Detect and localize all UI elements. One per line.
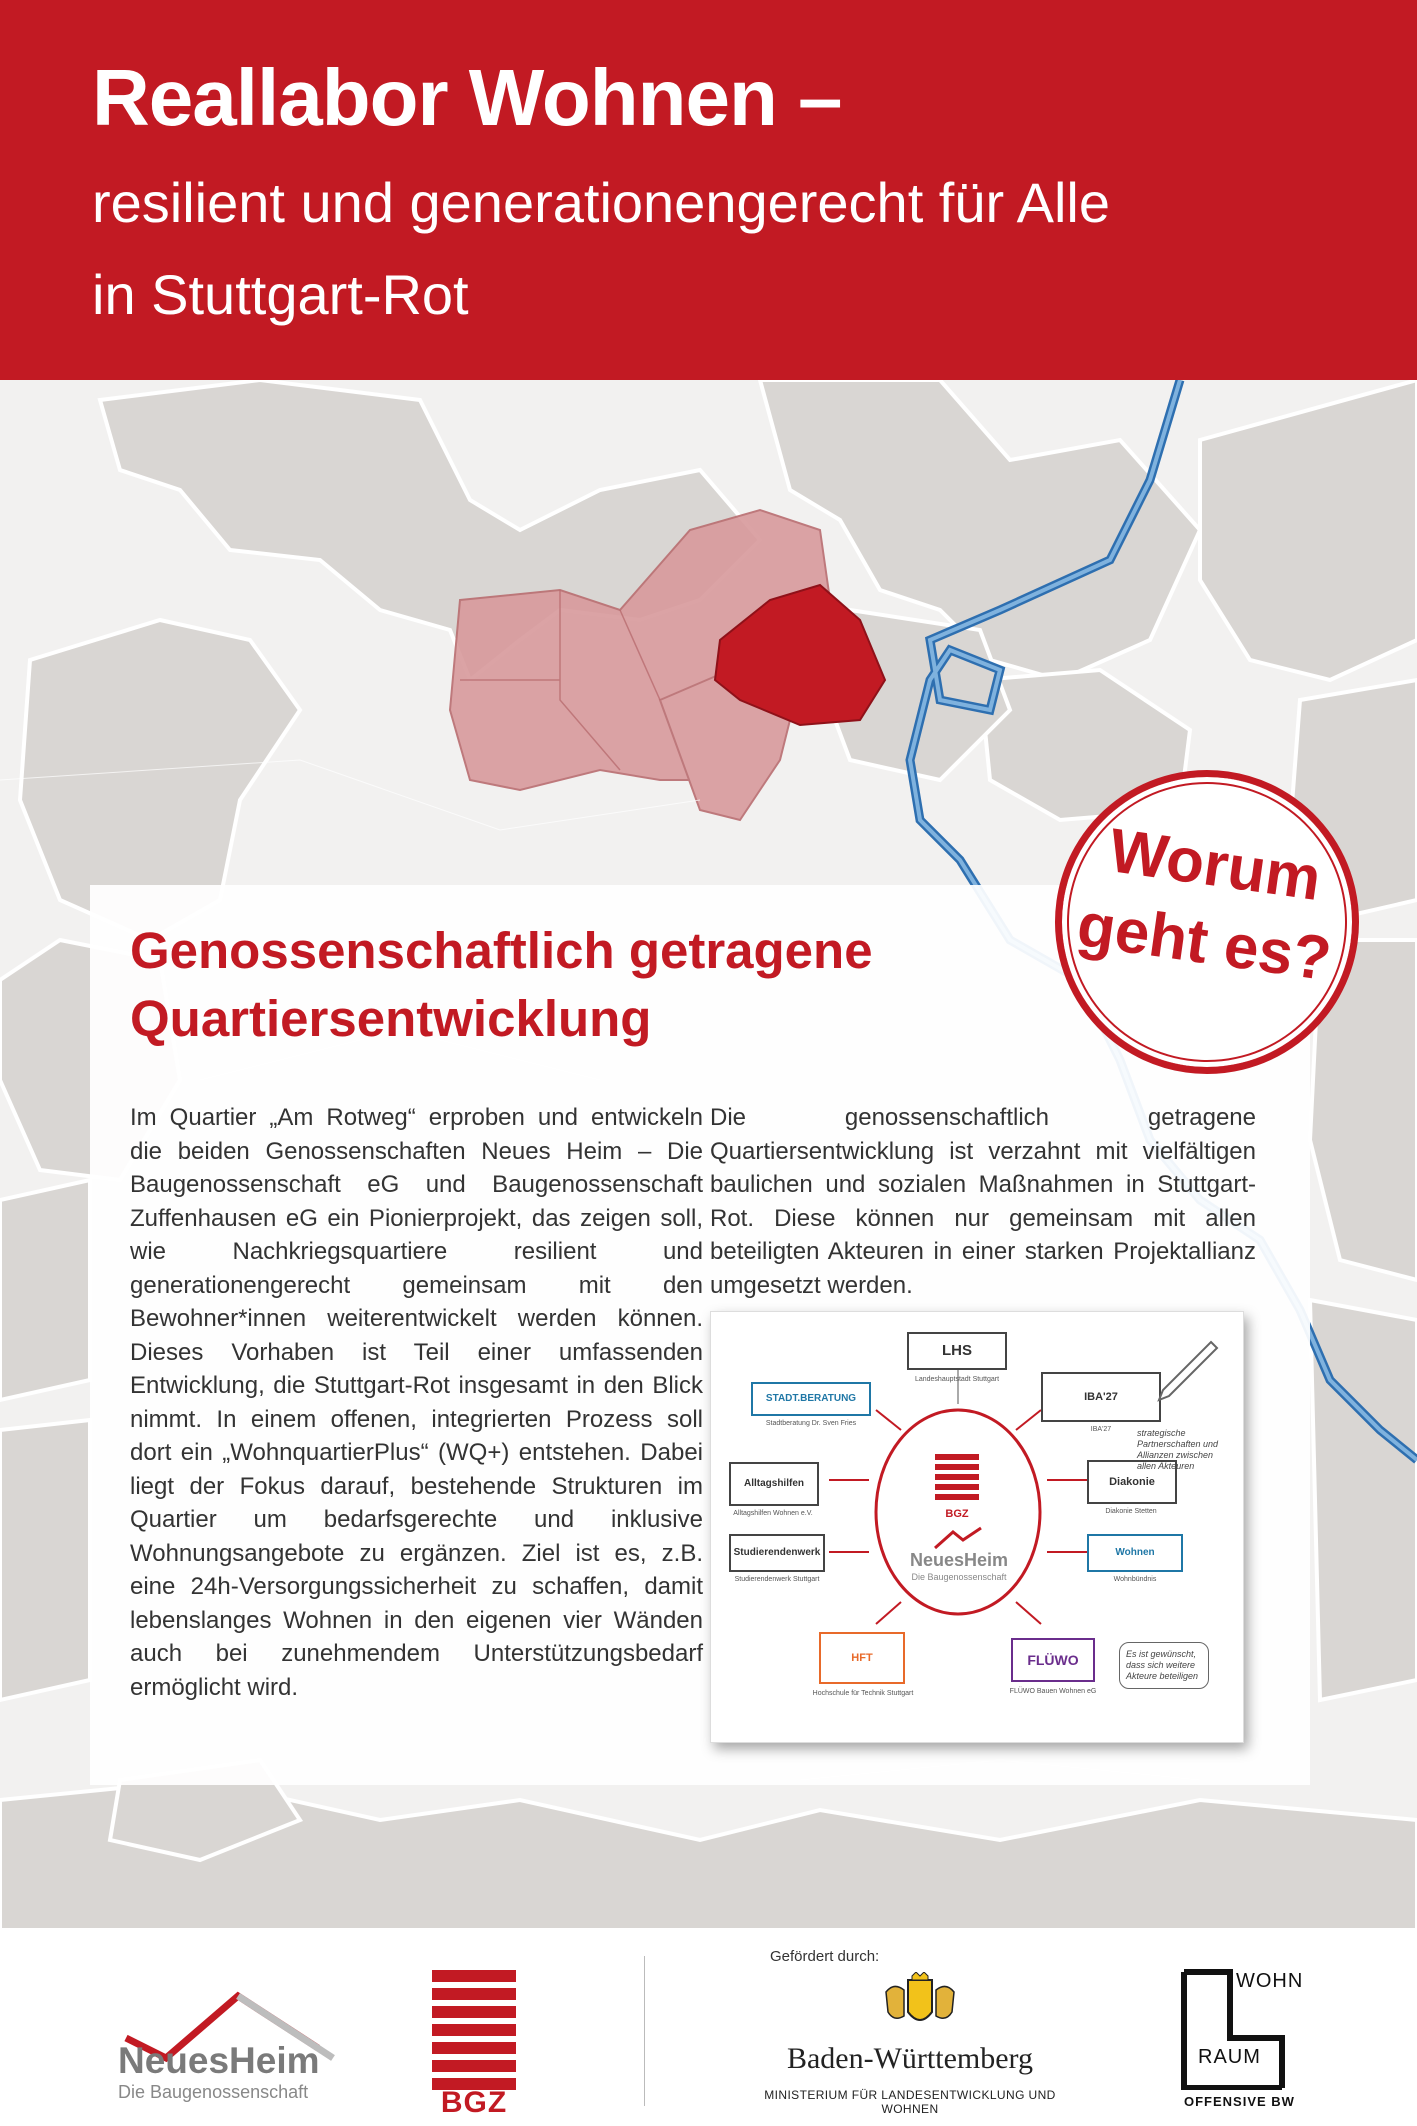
partner-lhs-caption: Landeshauptstadt Stuttgart (914, 1376, 1000, 1383)
poster-title: Reallabor Wohnen – (92, 53, 842, 142)
section-heading-line2: Quartiersentwicklung (130, 990, 652, 1047)
partner-diakonie-caption: Diakonie Stetten (1105, 1508, 1157, 1515)
diagram-bgz-icon (933, 1452, 981, 1508)
partner-wohnen: Wohnen (1087, 1534, 1183, 1572)
stamp-line2: geht es? (1073, 890, 1336, 995)
gefoerdert-label: Gefördert durch: (770, 1948, 880, 1965)
neuesheim-sub: Die Baugenossenschaft (118, 2082, 309, 2102)
map-district (1200, 380, 1417, 680)
poster-subtitle-line2: in Stuttgart-Rot (92, 263, 469, 326)
bgz-label: BGZ (440, 2086, 508, 2119)
bw-crest-icon (880, 1972, 960, 2036)
section-heading (130, 917, 1110, 1053)
partner-alltagshilfen: Alltagshilfen (729, 1462, 819, 1506)
partner-fluewo: FLÜWO (1011, 1638, 1095, 1682)
footer-logos (0, 1930, 1417, 2126)
neuesheim-name: NeuesHeim (118, 2040, 320, 2081)
body-text-left: Im Quartier „Am Rotweg“ erproben und entwickeln die beiden Genossenschaften Neues Heim – Die Baugenossenschaft eG und Baugenossenschaft Zuffenhausen eG ein Pionierprojekt, das zeigen soll, wie Nachkriegsquartiere resilient und generationengerecht gemeinsam mit den Bewohner*innen weiterentwickelt werden können. Dieses Vorhaben ist Teil einer umfassenden Entwicklung, die Stuttgart-Rot insgesamt in den Blick nimmt. In einem offenen, integrierten Prozess soll dort ein „WohnquartierPlus“ (WQ+) entstehen. Dabei liegt der Fokus darauf, bestehende Strukturen im Quartier um bedarfsgerechte und inklusive Wohnungsangebote zu ergänzen. Ziel ist es, z.B. eine 24h-Versorgungssicherheit zu schaffen, damit lebenslanges Wohnen in den eigenen vier Wänden auch bei zunehmendem Unterstützungsbedarf ermöglicht wird. (130, 1104, 703, 1701)
partner-lhs: LHS (907, 1332, 1007, 1370)
wohnraum-raum: RAUM (1198, 2046, 1261, 2068)
partner-fluewo-caption: FLÜWO Bauen Wohnen eG (1009, 1688, 1097, 1695)
diagram-center-sub: Die Baugenossenschaft (911, 1572, 1007, 1582)
bw-name: Baden-Württemberg (786, 2042, 1034, 2075)
wohnraum-wohn: WOHN (1236, 1970, 1304, 1992)
partner-alltagshilfen-caption: Alltagshilfen Wohnen e.V. (733, 1510, 813, 1517)
footer-divider (644, 1956, 645, 2106)
diagram-note-bottom: Es ist gewünscht, dass sich weitere Akteure beteiligen (1119, 1642, 1209, 1689)
partner-iba: IBA'27 (1041, 1372, 1161, 1422)
diagram-bgz-label: BGZ (945, 1508, 969, 1520)
partner-studierendenwerk: Studierendenwerk (729, 1534, 825, 1572)
partner-stadtberatung-caption: Stadtberatung Dr. Sven Fries (765, 1420, 857, 1427)
partner-hft: HFT (819, 1632, 905, 1684)
header-banner (0, 0, 1417, 380)
diagram-note-top: strategische Partnerschaften und Allianzen zwischen allen Akteuren (1137, 1428, 1219, 1471)
bw-ministry: MINISTERIUM FÜR LANDESENTWICKLUNG UND WOHNEN (764, 2088, 1056, 2116)
wohnraum-offensive: OFFENSIVE BW (1184, 2094, 1295, 2109)
partner-iba-caption: IBA'27 (1090, 1426, 1112, 1433)
partner-studierendenwerk-caption: Studierendenwerk Stuttgart (734, 1576, 820, 1583)
section-heading-line1: Genossenschaftlich getragene (130, 922, 873, 979)
pencil-icon (1151, 1338, 1221, 1408)
partner-hft-caption: Hochschule für Technik Stuttgart (812, 1690, 914, 1697)
partner-wohnen-caption: Wohnbündnis (1113, 1576, 1157, 1583)
map-district (0, 1420, 90, 1700)
map-district (0, 1180, 90, 1400)
partner-diakonie: Diakonie (1087, 1460, 1177, 1504)
diagram-center-label: NeuesHeim (909, 1550, 1009, 1570)
stamp-line1: Worum (1105, 816, 1325, 915)
partner-stadtberatung: STADT.BERATUNG (751, 1382, 871, 1416)
diagram-roof-icon (933, 1526, 983, 1550)
body-text-right: Die genossenschaftlich getragene Quartiersentwicklung ist verzahnt mit vielfältigen baulichen und sozialen Maßnahmen in Stuttgart-Rot. Diese können nur gemeinsam mit allen beteiligten Akteuren in einer starken Projektallianz umgesetzt werden. (710, 1104, 1256, 1299)
partner-diagram (710, 1311, 1244, 1743)
poster-subtitle-line1: resilient und generationengerecht für Alle (92, 171, 1111, 234)
